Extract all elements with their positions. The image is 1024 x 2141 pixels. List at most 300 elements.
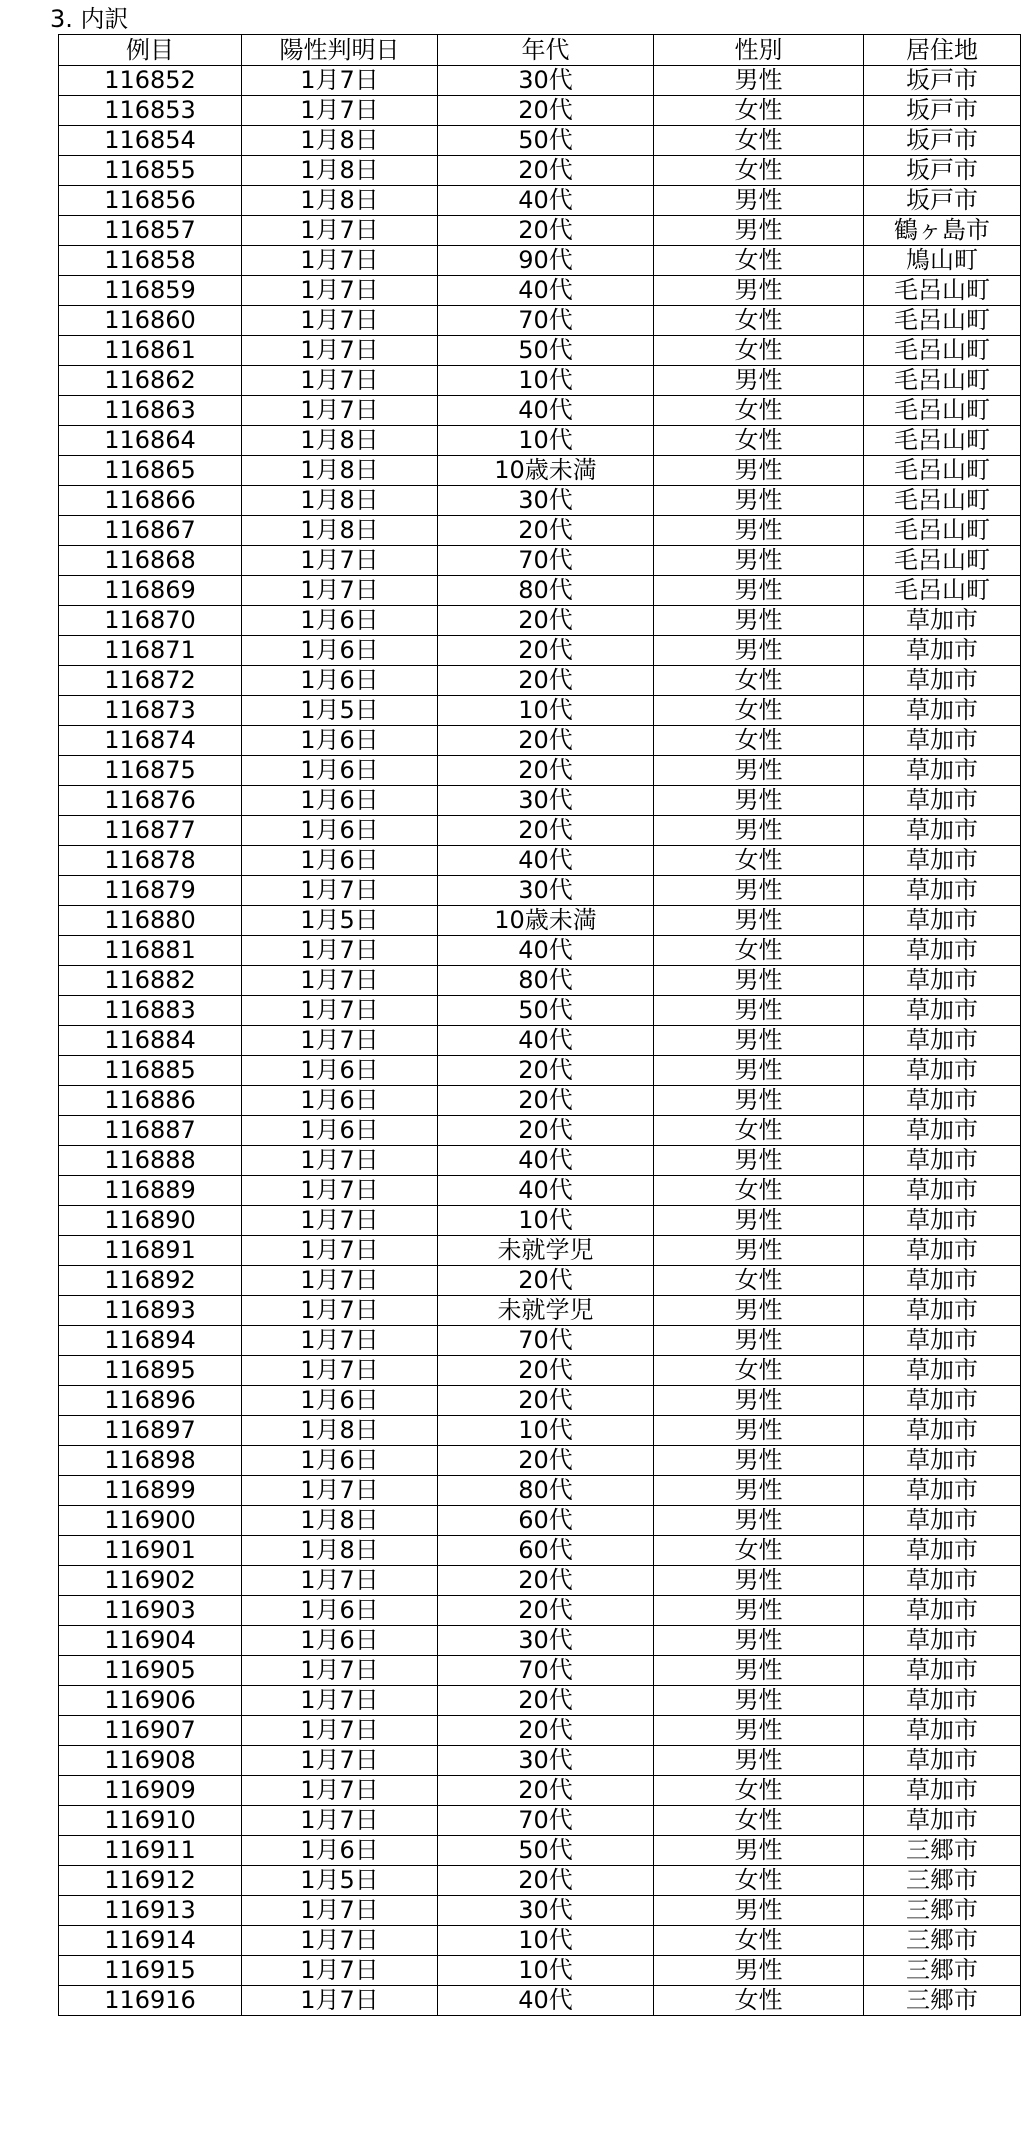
residence-cell: 草加市	[864, 1656, 1021, 1686]
positive-date-cell: 1月8日	[242, 186, 438, 216]
positive-date-cell: 1月8日	[242, 516, 438, 546]
residence-cell: 草加市	[864, 1026, 1021, 1056]
residence-cell: 草加市	[864, 1086, 1021, 1116]
case-number-cell: 116865	[59, 456, 242, 486]
case-number-cell: 116898	[59, 1446, 242, 1476]
table-header	[59, 35, 1021, 66]
residence-cell: 草加市	[864, 756, 1021, 786]
residence-cell: 草加市	[864, 1296, 1021, 1326]
sex-cell: 男性	[654, 1296, 864, 1326]
sex-cell: 男性	[654, 1746, 864, 1776]
positive-date-cell: 1月7日	[242, 1176, 438, 1206]
residence-cell: 草加市	[864, 696, 1021, 726]
age-group-cell: 10代	[438, 1206, 654, 1236]
residence-cell: 毛呂山町	[864, 516, 1021, 546]
case-number-cell: 116888	[59, 1146, 242, 1176]
table-row	[59, 1446, 1021, 1476]
age-group-cell: 30代	[438, 876, 654, 906]
header-row	[59, 35, 1021, 66]
age-group-cell: 10代	[438, 1416, 654, 1446]
positive-date-cell: 1月7日	[242, 366, 438, 396]
age-group-cell: 60代	[438, 1536, 654, 1566]
age-group-cell: 30代	[438, 1626, 654, 1656]
table-row	[59, 366, 1021, 396]
residence-cell: 坂戸市	[864, 186, 1021, 216]
residence-cell: 坂戸市	[864, 96, 1021, 126]
age-group-cell: 20代	[438, 96, 654, 126]
age-group-cell: 20代	[438, 636, 654, 666]
table-row	[59, 1746, 1021, 1776]
residence-cell: 草加市	[864, 1236, 1021, 1266]
positive-date-cell: 1月7日	[242, 1716, 438, 1746]
age-group-cell: 10代	[438, 366, 654, 396]
residence-cell: 草加市	[864, 1056, 1021, 1086]
age-group-cell: 50代	[438, 126, 654, 156]
table-row	[59, 756, 1021, 786]
table-row	[59, 1866, 1021, 1896]
sex-cell: 男性	[654, 606, 864, 636]
table-row	[59, 1716, 1021, 1746]
sex-cell: 男性	[654, 906, 864, 936]
case-number-cell: 116890	[59, 1206, 242, 1236]
case-number-cell: 116911	[59, 1836, 242, 1866]
table-row	[59, 1686, 1021, 1716]
sex-cell: 男性	[654, 1236, 864, 1266]
case-number-cell: 116884	[59, 1026, 242, 1056]
sex-cell: 女性	[654, 1776, 864, 1806]
positive-date-cell: 1月7日	[242, 246, 438, 276]
positive-date-cell: 1月7日	[242, 1656, 438, 1686]
table-row	[59, 1026, 1021, 1056]
table-row	[59, 786, 1021, 816]
residence-cell: 坂戸市	[864, 156, 1021, 186]
case-number-cell: 116908	[59, 1746, 242, 1776]
sex-cell: 女性	[654, 1176, 864, 1206]
residence-cell: 三郷市	[864, 1926, 1021, 1956]
positive-date-cell: 1月7日	[242, 576, 438, 606]
positive-date-cell: 1月7日	[242, 96, 438, 126]
sex-cell: 女性	[654, 696, 864, 726]
age-group-cell: 40代	[438, 1146, 654, 1176]
table-row	[59, 846, 1021, 876]
case-number-cell: 116878	[59, 846, 242, 876]
positive-date-cell: 1月7日	[242, 1776, 438, 1806]
residence-cell: 毛呂山町	[864, 546, 1021, 576]
positive-date-cell: 1月8日	[242, 1506, 438, 1536]
age-group-cell: 40代	[438, 186, 654, 216]
sex-cell: 男性	[654, 636, 864, 666]
sex-cell: 女性	[654, 1986, 864, 2016]
positive-date-cell: 1月8日	[242, 126, 438, 156]
table-row	[59, 1896, 1021, 1926]
positive-date-cell: 1月8日	[242, 456, 438, 486]
sex-cell: 男性	[654, 1416, 864, 1446]
sex-cell: 女性	[654, 726, 864, 756]
sex-cell: 女性	[654, 1866, 864, 1896]
case-number-cell: 116855	[59, 156, 242, 186]
residence-cell: 草加市	[864, 666, 1021, 696]
case-number-cell: 116867	[59, 516, 242, 546]
table-row	[59, 1086, 1021, 1116]
case-number-cell: 116894	[59, 1326, 242, 1356]
case-number-cell: 116887	[59, 1116, 242, 1146]
positive-date-cell: 1月5日	[242, 696, 438, 726]
residence-cell: 三郷市	[864, 1956, 1021, 1986]
age-group-cell: 10歳未満	[438, 906, 654, 936]
age-group-cell: 40代	[438, 396, 654, 426]
sex-cell: 男性	[654, 1596, 864, 1626]
age-group-cell: 20代	[438, 1776, 654, 1806]
positive-date-cell: 1月6日	[242, 726, 438, 756]
case-number-cell: 116853	[59, 96, 242, 126]
case-number-cell: 116903	[59, 1596, 242, 1626]
sex-cell: 女性	[654, 846, 864, 876]
age-group-cell: 50代	[438, 336, 654, 366]
age-group-cell: 20代	[438, 216, 654, 246]
residence-cell: 草加市	[864, 1566, 1021, 1596]
case-number-cell: 116896	[59, 1386, 242, 1416]
residence-cell: 草加市	[864, 1626, 1021, 1656]
positive-date-cell: 1月8日	[242, 1536, 438, 1566]
sex-cell: 男性	[654, 756, 864, 786]
case-number-cell: 116871	[59, 636, 242, 666]
table-row	[59, 1056, 1021, 1086]
table-row	[59, 1926, 1021, 1956]
header-case-number: 例目	[59, 35, 242, 66]
sex-cell: 女性	[654, 1116, 864, 1146]
sex-cell: 女性	[654, 306, 864, 336]
positive-date-cell: 1月7日	[242, 1476, 438, 1506]
sex-cell: 女性	[654, 936, 864, 966]
case-number-cell: 116868	[59, 546, 242, 576]
sex-cell: 男性	[654, 1836, 864, 1866]
age-group-cell: 20代	[438, 1716, 654, 1746]
table-row	[59, 996, 1021, 1026]
age-group-cell: 40代	[438, 1176, 654, 1206]
sex-cell: 男性	[654, 1386, 864, 1416]
residence-cell: 鳩山町	[864, 246, 1021, 276]
table-row	[59, 66, 1021, 96]
case-number-cell: 116858	[59, 246, 242, 276]
table-row	[59, 456, 1021, 486]
case-number-cell: 116904	[59, 1626, 242, 1656]
residence-cell: 鶴ヶ島市	[864, 216, 1021, 246]
case-number-cell: 116897	[59, 1416, 242, 1446]
case-number-cell: 116875	[59, 756, 242, 786]
case-number-cell: 116893	[59, 1296, 242, 1326]
sex-cell: 男性	[654, 1086, 864, 1116]
sex-cell: 女性	[654, 426, 864, 456]
table-row	[59, 516, 1021, 546]
sex-cell: 男性	[654, 1566, 864, 1596]
positive-date-cell: 1月7日	[242, 1956, 438, 1986]
residence-cell: 草加市	[864, 1446, 1021, 1476]
case-number-cell: 116856	[59, 186, 242, 216]
residence-cell: 草加市	[864, 906, 1021, 936]
age-group-cell: 70代	[438, 1656, 654, 1686]
residence-cell: 草加市	[864, 816, 1021, 846]
table-row	[59, 1146, 1021, 1176]
residence-cell: 草加市	[864, 1686, 1021, 1716]
positive-date-cell: 1月5日	[242, 1866, 438, 1896]
age-group-cell: 20代	[438, 1266, 654, 1296]
age-group-cell: 10代	[438, 696, 654, 726]
table-row	[59, 1956, 1021, 1986]
residence-cell: 坂戸市	[864, 66, 1021, 96]
table-row	[59, 1206, 1021, 1236]
age-group-cell: 10代	[438, 1926, 654, 1956]
residence-cell: 毛呂山町	[864, 426, 1021, 456]
age-group-cell: 30代	[438, 786, 654, 816]
age-group-cell: 70代	[438, 306, 654, 336]
positive-date-cell: 1月8日	[242, 486, 438, 516]
age-group-cell: 80代	[438, 576, 654, 606]
residence-cell: 草加市	[864, 966, 1021, 996]
case-number-cell: 116864	[59, 426, 242, 456]
age-group-cell: 30代	[438, 1896, 654, 1926]
residence-cell: 草加市	[864, 1176, 1021, 1206]
positive-date-cell: 1月7日	[242, 1926, 438, 1956]
case-number-cell: 116877	[59, 816, 242, 846]
case-number-cell: 116860	[59, 306, 242, 336]
case-number-cell: 116881	[59, 936, 242, 966]
case-number-cell: 116880	[59, 906, 242, 936]
sex-cell: 男性	[654, 516, 864, 546]
positive-date-cell: 1月7日	[242, 1236, 438, 1266]
residence-cell: 草加市	[864, 876, 1021, 906]
sex-cell: 男性	[654, 816, 864, 846]
case-number-cell: 116916	[59, 1986, 242, 2016]
case-number-cell: 116914	[59, 1926, 242, 1956]
sex-cell: 男性	[654, 1656, 864, 1686]
table-row	[59, 246, 1021, 276]
breakdown-table	[58, 34, 1021, 2016]
age-group-cell: 40代	[438, 1026, 654, 1056]
table-row	[59, 1596, 1021, 1626]
residence-cell: 草加市	[864, 1776, 1021, 1806]
table-row	[59, 1356, 1021, 1386]
age-group-cell: 20代	[438, 516, 654, 546]
table-row	[59, 156, 1021, 186]
table-row	[59, 336, 1021, 366]
case-number-cell: 116862	[59, 366, 242, 396]
case-number-cell: 116889	[59, 1176, 242, 1206]
positive-date-cell: 1月7日	[242, 1806, 438, 1836]
residence-cell: 草加市	[864, 1596, 1021, 1626]
positive-date-cell: 1月8日	[242, 156, 438, 186]
age-group-cell: 10代	[438, 1956, 654, 1986]
age-group-cell: 40代	[438, 276, 654, 306]
sex-cell: 男性	[654, 486, 864, 516]
table-row	[59, 1116, 1021, 1146]
positive-date-cell: 1月6日	[242, 1836, 438, 1866]
table-row	[59, 276, 1021, 306]
case-number-cell: 116870	[59, 606, 242, 636]
positive-date-cell: 1月6日	[242, 1626, 438, 1656]
case-number-cell: 116895	[59, 1356, 242, 1386]
positive-date-cell: 1月7日	[242, 1026, 438, 1056]
age-group-cell: 20代	[438, 1086, 654, 1116]
sex-cell: 男性	[654, 1206, 864, 1236]
positive-date-cell: 1月5日	[242, 906, 438, 936]
positive-date-cell: 1月7日	[242, 1896, 438, 1926]
table-row	[59, 816, 1021, 846]
age-group-cell: 30代	[438, 66, 654, 96]
case-number-cell: 116915	[59, 1956, 242, 1986]
residence-cell: 毛呂山町	[864, 576, 1021, 606]
case-number-cell: 116902	[59, 1566, 242, 1596]
age-group-cell: 40代	[438, 1986, 654, 2016]
age-group-cell: 20代	[438, 1356, 654, 1386]
sex-cell: 男性	[654, 216, 864, 246]
age-group-cell: 30代	[438, 1746, 654, 1776]
residence-cell: 三郷市	[864, 1986, 1021, 2016]
case-number-cell: 116900	[59, 1506, 242, 1536]
age-group-cell: 20代	[438, 816, 654, 846]
table-row	[59, 546, 1021, 576]
positive-date-cell: 1月6日	[242, 666, 438, 696]
table-row	[59, 486, 1021, 516]
case-number-cell: 116907	[59, 1716, 242, 1746]
sex-cell: 男性	[654, 276, 864, 306]
table-row	[59, 1626, 1021, 1656]
table-row	[59, 1176, 1021, 1206]
table-body	[59, 66, 1021, 2016]
age-group-cell: 20代	[438, 606, 654, 636]
sex-cell: 男性	[654, 1326, 864, 1356]
sex-cell: 男性	[654, 456, 864, 486]
age-group-cell: 70代	[438, 546, 654, 576]
residence-cell: 草加市	[864, 996, 1021, 1026]
case-number-cell: 116863	[59, 396, 242, 426]
sex-cell: 女性	[654, 1926, 864, 1956]
table-row	[59, 666, 1021, 696]
age-group-cell: 40代	[438, 936, 654, 966]
residence-cell: 三郷市	[864, 1836, 1021, 1866]
positive-date-cell: 1月7日	[242, 966, 438, 996]
positive-date-cell: 1月7日	[242, 216, 438, 246]
age-group-cell: 70代	[438, 1806, 654, 1836]
positive-date-cell: 1月8日	[242, 1416, 438, 1446]
case-number-cell: 116899	[59, 1476, 242, 1506]
table-row	[59, 1506, 1021, 1536]
age-group-cell: 20代	[438, 1566, 654, 1596]
positive-date-cell: 1月7日	[242, 1356, 438, 1386]
age-group-cell: 50代	[438, 996, 654, 1026]
sex-cell: 男性	[654, 1626, 864, 1656]
table-row	[59, 1536, 1021, 1566]
table-row	[59, 1476, 1021, 1506]
residence-cell: 草加市	[864, 606, 1021, 636]
positive-date-cell: 1月6日	[242, 816, 438, 846]
case-number-cell: 116857	[59, 216, 242, 246]
sex-cell: 女性	[654, 156, 864, 186]
positive-date-cell: 1月7日	[242, 996, 438, 1026]
age-group-cell: 10歳未満	[438, 456, 654, 486]
table-row	[59, 1386, 1021, 1416]
age-group-cell: 20代	[438, 756, 654, 786]
sex-cell: 女性	[654, 126, 864, 156]
sex-cell: 女性	[654, 246, 864, 276]
header-sex: 性別	[654, 35, 864, 66]
positive-date-cell: 1月7日	[242, 396, 438, 426]
sex-cell: 男性	[654, 1146, 864, 1176]
residence-cell: 毛呂山町	[864, 456, 1021, 486]
positive-date-cell: 1月7日	[242, 1296, 438, 1326]
sex-cell: 男性	[654, 1056, 864, 1086]
table-row	[59, 636, 1021, 666]
residence-cell: 三郷市	[864, 1896, 1021, 1926]
residence-cell: 毛呂山町	[864, 276, 1021, 306]
table-row	[59, 1416, 1021, 1446]
case-number-cell: 116882	[59, 966, 242, 996]
age-group-cell: 90代	[438, 246, 654, 276]
sex-cell: 男性	[654, 1686, 864, 1716]
age-group-cell: 20代	[438, 1386, 654, 1416]
age-group-cell: 未就学児	[438, 1296, 654, 1326]
age-group-cell: 20代	[438, 1116, 654, 1146]
residence-cell: 毛呂山町	[864, 306, 1021, 336]
table-row	[59, 966, 1021, 996]
age-group-cell: 80代	[438, 966, 654, 996]
positive-date-cell: 1月8日	[242, 426, 438, 456]
positive-date-cell: 1月6日	[242, 786, 438, 816]
table-row	[59, 1296, 1021, 1326]
residence-cell: 草加市	[864, 1386, 1021, 1416]
residence-cell: 草加市	[864, 1416, 1021, 1446]
residence-cell: 草加市	[864, 726, 1021, 756]
case-number-cell: 116885	[59, 1056, 242, 1086]
residence-cell: 三郷市	[864, 1866, 1021, 1896]
table-row	[59, 186, 1021, 216]
positive-date-cell: 1月6日	[242, 1386, 438, 1416]
residence-cell: 毛呂山町	[864, 366, 1021, 396]
sex-cell: 男性	[654, 366, 864, 396]
table-row	[59, 126, 1021, 156]
case-number-cell: 116901	[59, 1536, 242, 1566]
sex-cell: 女性	[654, 666, 864, 696]
sex-cell: 男性	[654, 786, 864, 816]
sex-cell: 男性	[654, 186, 864, 216]
case-number-cell: 116854	[59, 126, 242, 156]
positive-date-cell: 1月7日	[242, 1146, 438, 1176]
sex-cell: 男性	[654, 546, 864, 576]
table-row	[59, 1236, 1021, 1266]
age-group-cell: 20代	[438, 726, 654, 756]
sex-cell: 女性	[654, 96, 864, 126]
table-row	[59, 936, 1021, 966]
residence-cell: 草加市	[864, 1356, 1021, 1386]
case-number-cell: 116892	[59, 1266, 242, 1296]
table-row	[59, 216, 1021, 246]
age-group-cell: 未就学児	[438, 1236, 654, 1266]
positive-date-cell: 1月7日	[242, 1686, 438, 1716]
positive-date-cell: 1月6日	[242, 606, 438, 636]
positive-date-cell: 1月6日	[242, 1056, 438, 1086]
age-group-cell: 70代	[438, 1326, 654, 1356]
table-row	[59, 396, 1021, 426]
table-row	[59, 906, 1021, 936]
case-number-cell: 116876	[59, 786, 242, 816]
table-row	[59, 606, 1021, 636]
positive-date-cell: 1月7日	[242, 1746, 438, 1776]
age-group-cell: 10代	[438, 426, 654, 456]
positive-date-cell: 1月7日	[242, 1206, 438, 1236]
header-residence: 居住地	[864, 35, 1021, 66]
residence-cell: 草加市	[864, 1536, 1021, 1566]
table-row	[59, 726, 1021, 756]
age-group-cell: 20代	[438, 1596, 654, 1626]
